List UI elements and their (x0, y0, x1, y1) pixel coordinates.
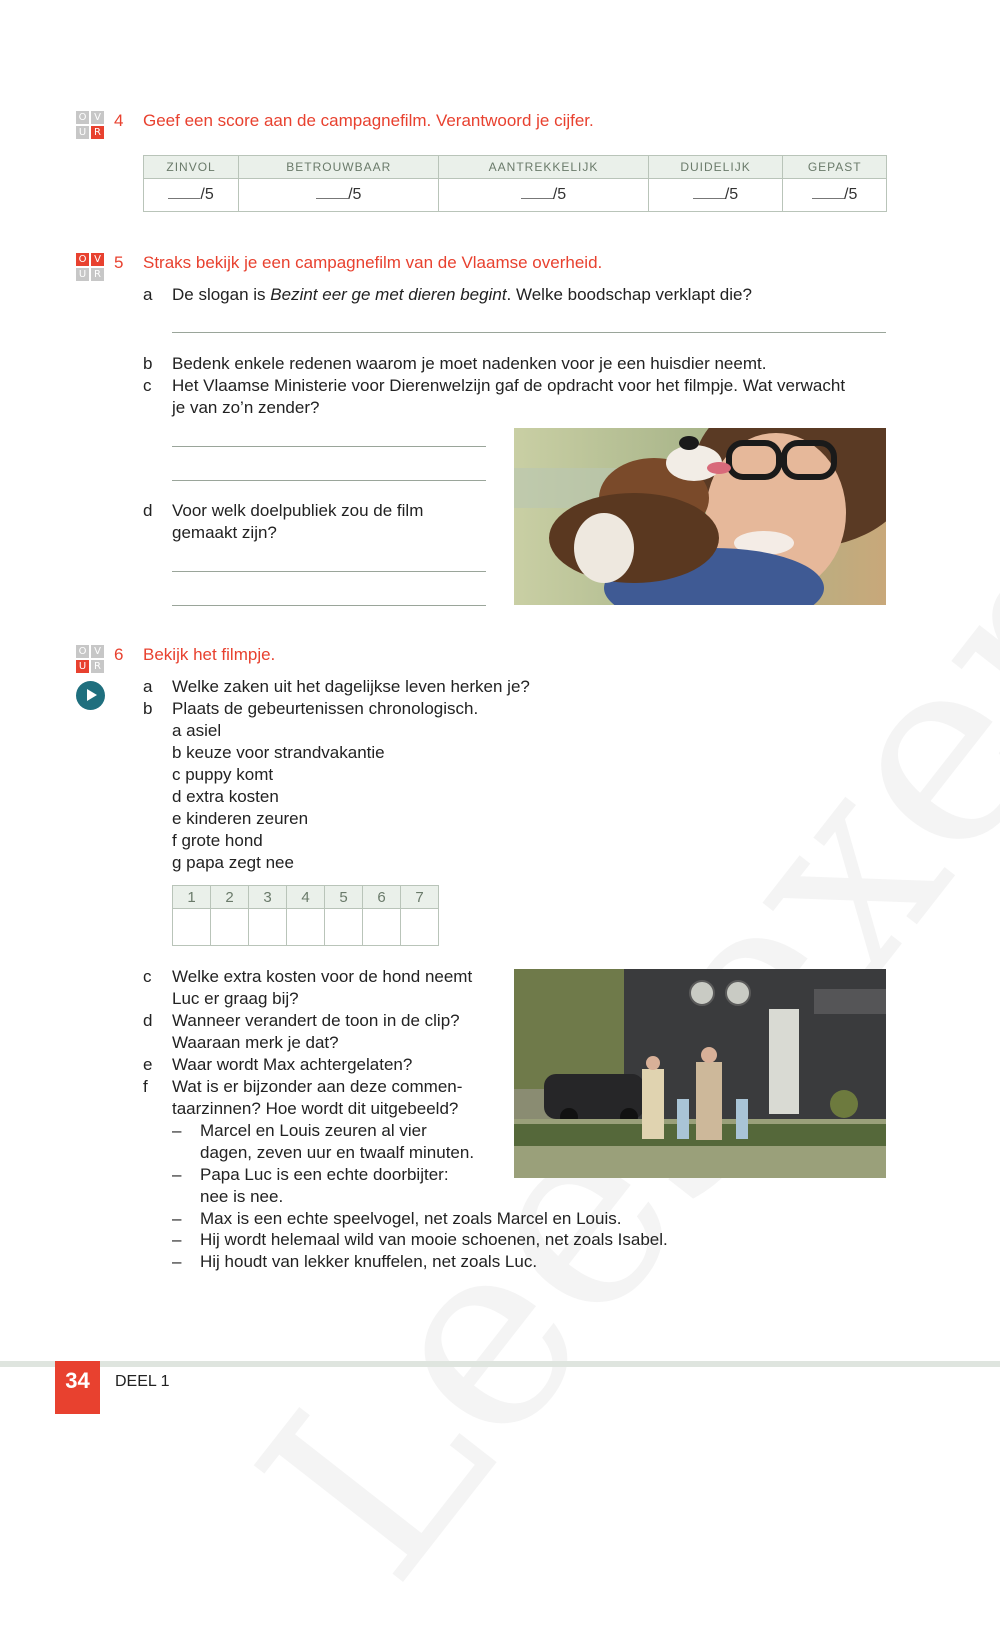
order-header: 1 (173, 886, 211, 909)
question-title: Straks bekijk je een campagnefilm van de Vlaamse overheid. (143, 253, 603, 272)
score-cell[interactable]: /5 (239, 179, 439, 212)
ovur-badge: O V U R (76, 111, 104, 139)
dash-bullet: – (172, 1121, 182, 1140)
photo-family-in-front-of-house (514, 969, 886, 1178)
order-header: 4 (287, 886, 325, 909)
ovur-badge: O V U R (76, 645, 104, 673)
dash-bullet: – (172, 1252, 182, 1271)
score-header: BETROUWBAAR (239, 156, 439, 179)
item-letter: d (143, 501, 153, 520)
quote-text: Papa Luc is een echte doorbijter: (200, 1165, 449, 1184)
page-number: 34 (55, 1361, 100, 1414)
quote-text: dagen, zeven uur en twaalf minuten. (200, 1143, 475, 1162)
order-header: 2 (211, 886, 249, 909)
score-cell[interactable]: /5 (439, 179, 648, 212)
order-cell[interactable] (363, 909, 401, 946)
event-item: f grote hond (172, 831, 263, 850)
quote-text: Hij wordt helemaal wild van mooie schoenen, net zoals Isabel. (200, 1230, 668, 1249)
item-letter: f (143, 1077, 148, 1096)
order-cell[interactable] (287, 909, 325, 946)
item-text: Plaats de gebeurtenissen chronologisch. (172, 699, 479, 718)
order-cell[interactable] (249, 909, 287, 946)
item-letter: c (143, 376, 152, 395)
score-header: ZINVOL (144, 156, 239, 179)
item-letter: d (143, 1011, 153, 1030)
item-text: Welke zaken uit het dagelijkse leven herken je? (172, 677, 530, 696)
answer-line[interactable] (172, 605, 486, 606)
answer-line[interactable] (172, 480, 486, 481)
order-header: 5 (325, 886, 363, 909)
event-item: g papa zegt nee (172, 853, 294, 872)
order-header: 7 (401, 886, 439, 909)
dash-bullet: – (172, 1230, 182, 1249)
quote-text: nee is nee. (200, 1187, 284, 1206)
item-text: Bedenk enkele redenen waarom je moet nadenken voor je een huisdier neemt. (172, 354, 767, 373)
score-header: DUIDELIJK (648, 156, 783, 179)
item-text: Luc er graag bij? (172, 989, 299, 1008)
answer-line[interactable] (172, 571, 486, 572)
order-cell[interactable] (173, 909, 211, 946)
quote-text: Hij houdt van lekker knuffelen, net zoals Luc. (200, 1252, 538, 1271)
score-header: AANTREKKELIJK (439, 156, 648, 179)
item-text: Welke extra kosten voor de hond neemt (172, 967, 473, 986)
question-number: 4 (114, 111, 124, 130)
play-video-icon[interactable] (76, 681, 105, 710)
item-letter: a (143, 677, 153, 696)
question-number: 5 (114, 253, 124, 272)
order-cell[interactable] (211, 909, 249, 946)
photo-girl-with-puppy (514, 428, 886, 605)
item-text: Waaraan merk je dat? (172, 1033, 339, 1052)
item-letter: c (143, 967, 152, 986)
item-text: Voor welk doelpubliek zou de film (172, 501, 424, 520)
item-letter: a (143, 285, 153, 304)
event-item: e kinderen zeuren (172, 809, 309, 828)
order-cell[interactable] (325, 909, 363, 946)
answer-line[interactable] (172, 332, 886, 333)
ovur-badge: O V U R (76, 253, 104, 281)
quote-text: Marcel en Louis zeuren al vier (200, 1121, 427, 1140)
item-text: je van zo’n zender? (172, 398, 320, 417)
order-header: 3 (249, 886, 287, 909)
answer-line[interactable] (172, 446, 486, 447)
order-header: 6 (363, 886, 401, 909)
score-header: GEPAST (783, 156, 887, 179)
item-text: Wat is er bijzonder aan deze commen- (172, 1077, 463, 1096)
event-item: d extra kosten (172, 787, 279, 806)
event-item: b keuze voor strandvakantie (172, 743, 385, 762)
item-text: gemaakt zijn? (172, 523, 277, 542)
item-text: Wanneer verandert de toon in de clip? (172, 1011, 460, 1030)
score-cell[interactable]: /5 (144, 179, 239, 212)
score-table (143, 155, 887, 212)
section-label: DEEL 1 (115, 1373, 170, 1390)
order-table (172, 885, 439, 946)
score-cell[interactable]: /5 (783, 179, 887, 212)
item-text: Waar wordt Max achtergelaten? (172, 1055, 413, 1074)
item-text: Het Vlaamse Ministerie voor Dierenwelzijn gaf de opdracht voor het filmpje. Wat verwacht (172, 376, 846, 395)
item-letter: e (143, 1055, 153, 1074)
question-title: Bekijk het filmpje. (143, 645, 276, 664)
order-cell[interactable] (401, 909, 439, 946)
question-number: 6 (114, 645, 124, 664)
item-text: De slogan is Bezint eer ge met dieren begint. Welke boodschap verklapt die? (172, 285, 752, 304)
event-item: c puppy komt (172, 765, 274, 784)
watermark (205, 0, 1000, 1631)
item-letter: b (143, 354, 153, 373)
footer-bar (0, 1361, 1000, 1367)
item-text: taarzinnen? Hoe wordt dit uitgebeeld? (172, 1099, 459, 1118)
question-title: Geef een score aan de campagnefilm. Verantwoord je cijfer. (143, 111, 594, 130)
item-letter: b (143, 699, 153, 718)
event-item: a asiel (172, 721, 222, 740)
quote-text: Max is een echte speelvogel, net zoals Marcel en Louis. (200, 1209, 622, 1228)
dash-bullet: – (172, 1209, 182, 1228)
score-cell[interactable]: /5 (648, 179, 783, 212)
dash-bullet: – (172, 1165, 182, 1184)
